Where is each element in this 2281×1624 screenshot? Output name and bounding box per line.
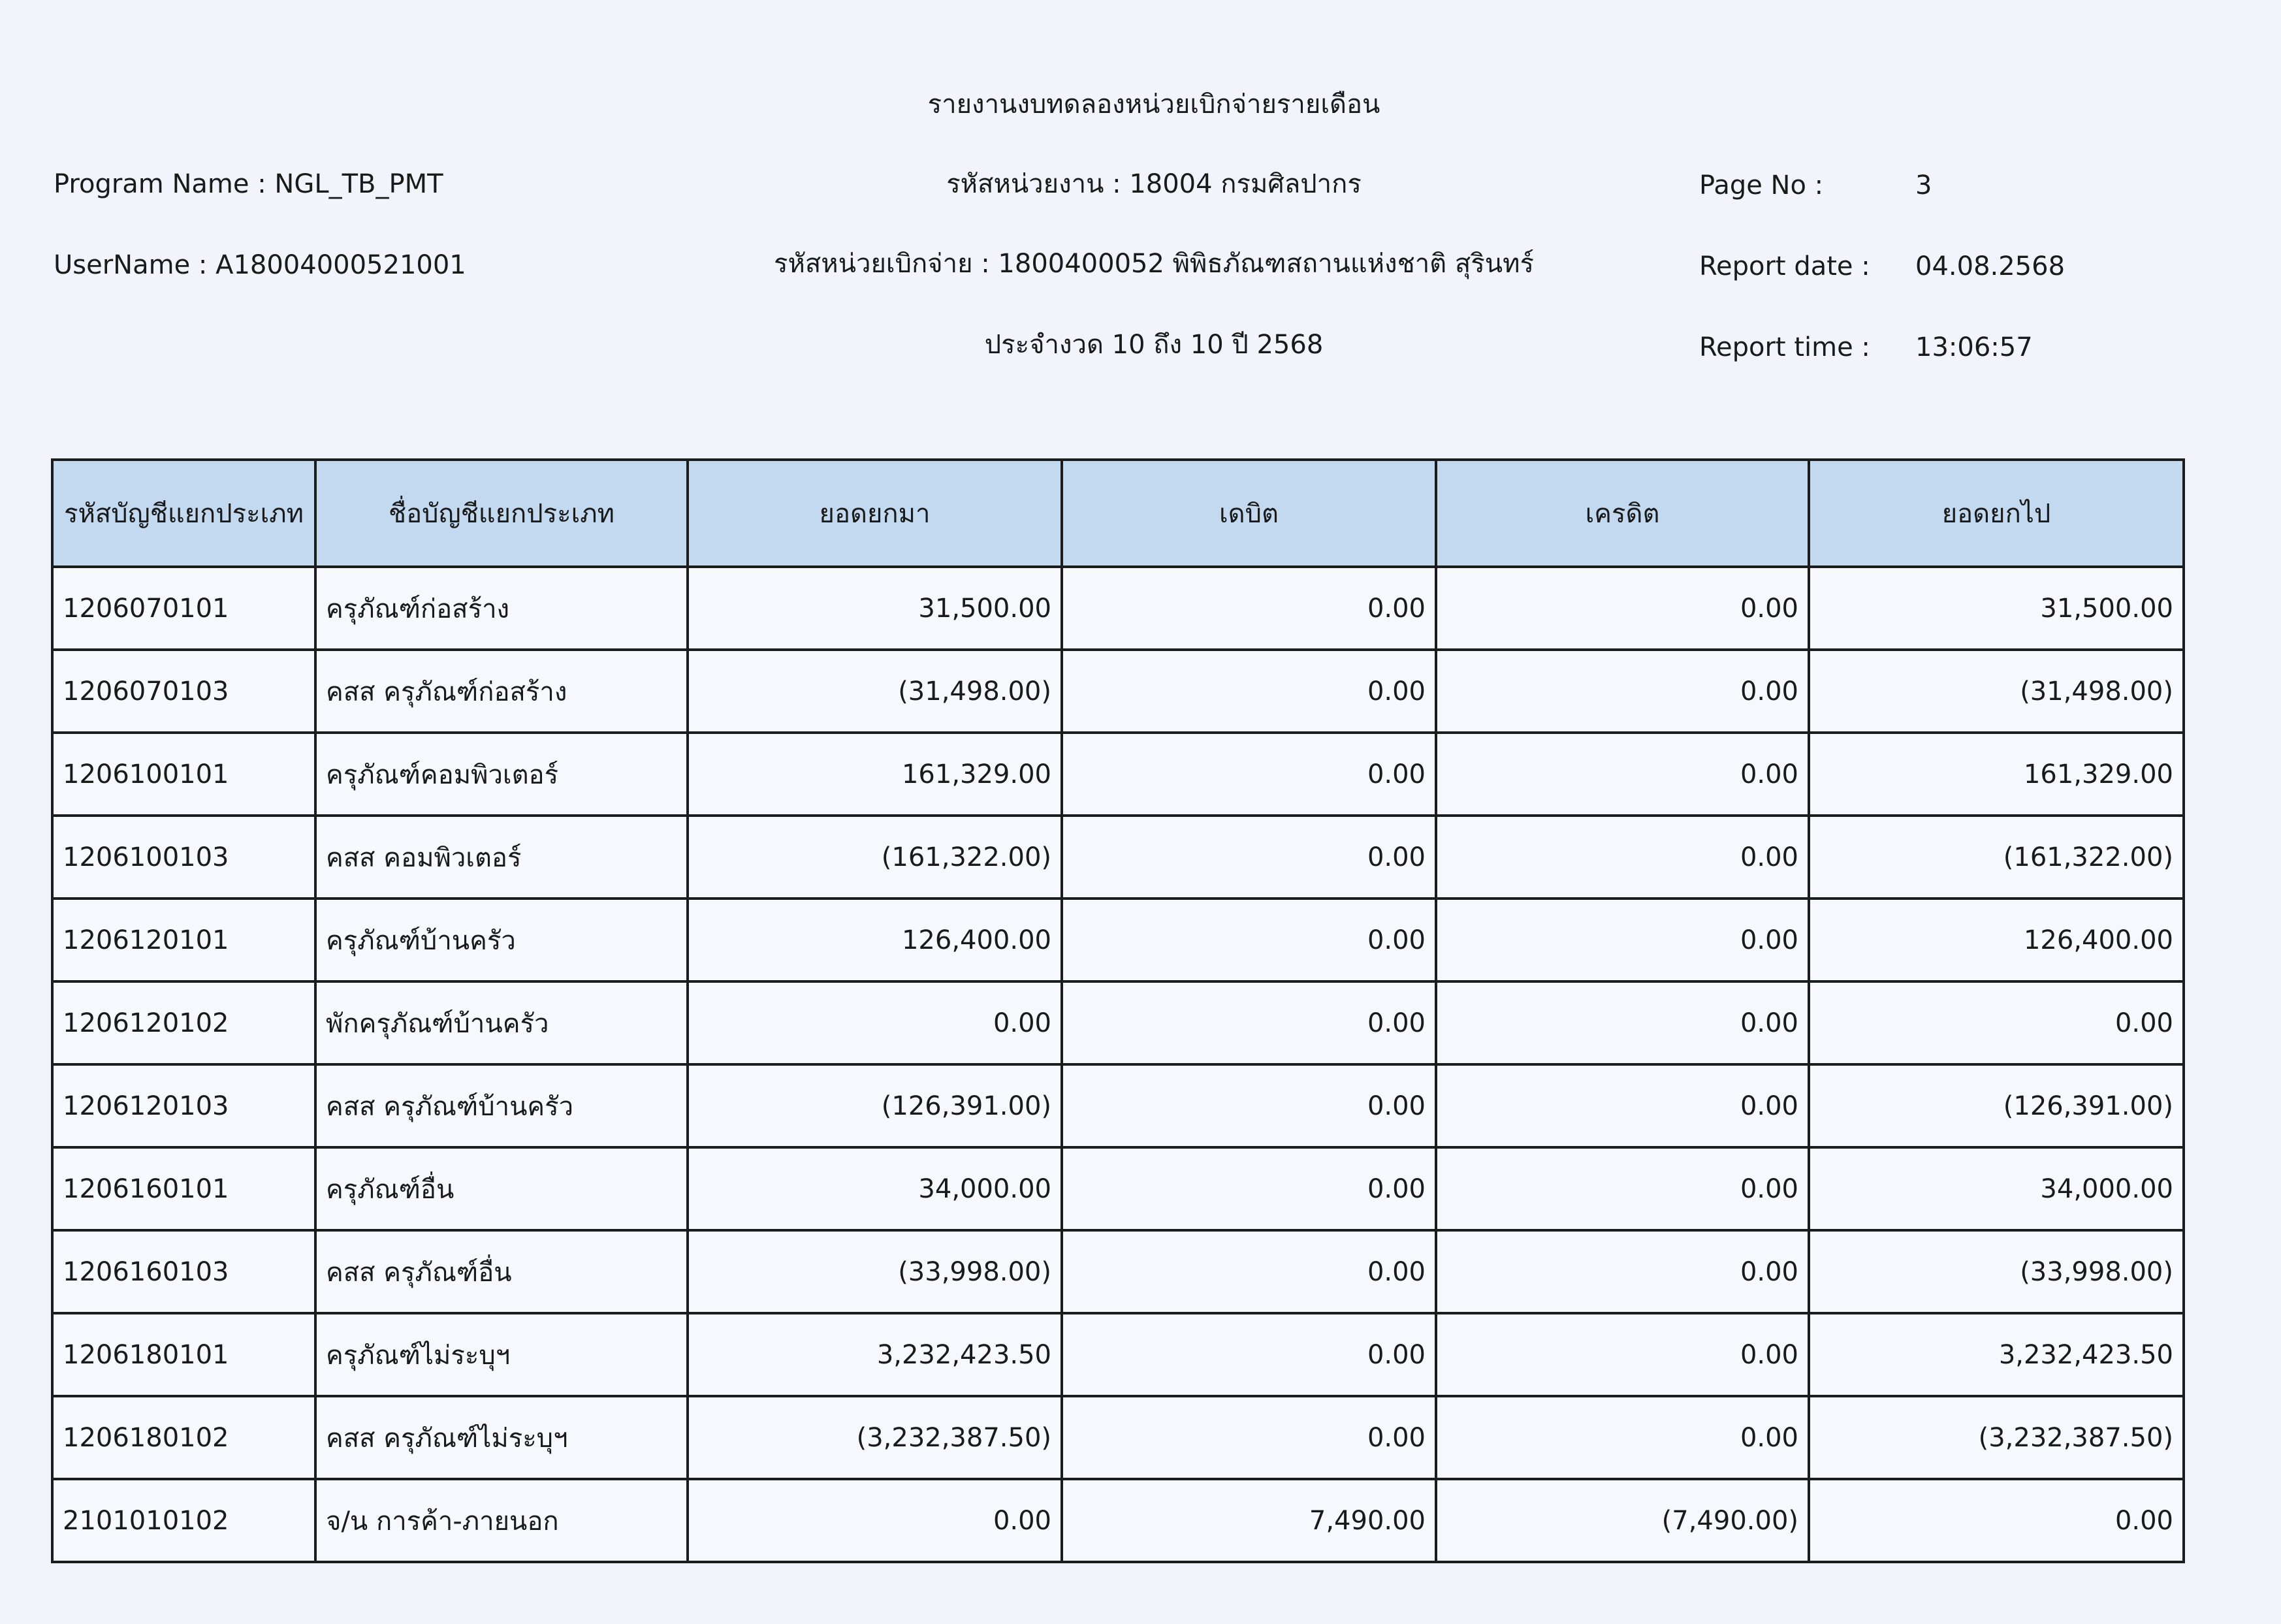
closing-balance-cell: (161,322.00) [1809, 816, 2184, 899]
closing-balance-cell: (31,498.00) [1809, 650, 2184, 733]
report-period: ประจำงวด 10 ถึง 10 ปี 2568 [984, 330, 1324, 360]
debit-cell: 0.00 [1062, 1147, 1436, 1230]
account-name-cell: จ/น การค้า-ภายนอก [315, 1479, 688, 1562]
account-name-cell: ครุภัณฑ์ไม่ระบุฯ [315, 1313, 688, 1396]
account-code-cell: 1206120101 [52, 899, 315, 981]
table-row [52, 1313, 2184, 1396]
table-row [52, 1147, 2184, 1230]
credit-cell: 0.00 [1436, 981, 1809, 1064]
report-date-value: 04.08.2568 [1915, 251, 2066, 281]
table-row [52, 1230, 2184, 1313]
column-header-closing-balance: ยอดยกไป [1809, 460, 2184, 567]
credit-cell: (7,490.00) [1436, 1479, 1809, 1562]
opening-balance-cell: 161,329.00 [688, 733, 1062, 816]
trial-balance-table [51, 458, 2185, 1563]
closing-balance-cell: (33,998.00) [1809, 1230, 2184, 1313]
closing-balance-cell: 31,500.00 [1809, 567, 2184, 650]
table-row [52, 1396, 2184, 1479]
account-code-cell: 1206120102 [52, 981, 315, 1064]
credit-cell: 0.00 [1436, 650, 1809, 733]
debit-cell: 0.00 [1062, 1230, 1436, 1313]
closing-balance-cell: (3,232,387.50) [1809, 1396, 2184, 1479]
account-name-cell: คสส ครุภัณฑ์บ้านครัว [315, 1064, 688, 1147]
disbursement-unit: รหัสหน่วยเบิกจ่าย : 1800400052 พิพิธภัณฑสถานแห่งชาติ สุรินทร์ [774, 249, 1534, 279]
credit-cell: 0.00 [1436, 899, 1809, 981]
page-no-label: Page No : [1699, 170, 1824, 200]
closing-balance-cell: 0.00 [1809, 981, 2184, 1064]
opening-balance-cell: 34,000.00 [688, 1147, 1062, 1230]
opening-balance-cell: (33,998.00) [688, 1230, 1062, 1313]
page-no-value: 3 [1915, 170, 1932, 200]
account-code-cell: 1206070103 [52, 650, 315, 733]
debit-cell: 0.00 [1062, 899, 1436, 981]
opening-balance-cell: 0.00 [688, 1479, 1062, 1562]
account-code-cell: 1206160101 [52, 1147, 315, 1230]
credit-cell: 0.00 [1436, 567, 1809, 650]
column-header-account-code: รหัสบัญชีแยกประเภท [52, 460, 315, 567]
credit-cell: 0.00 [1436, 1396, 1809, 1479]
table-row [52, 733, 2184, 816]
account-name-cell: คสส ครุภัณฑ์อื่น [315, 1230, 688, 1313]
account-name-cell: ครุภัณฑ์ก่อสร้าง [315, 567, 688, 650]
debit-cell: 0.00 [1062, 650, 1436, 733]
account-name-cell: คสส ครุภัณฑ์ก่อสร้าง [315, 650, 688, 733]
program-name: Program Name : NGL_TB_PMT [54, 169, 443, 199]
account-code-cell: 1206120103 [52, 1064, 315, 1147]
opening-balance-cell: 31,500.00 [688, 567, 1062, 650]
debit-cell: 0.00 [1062, 1396, 1436, 1479]
table-header-row [52, 460, 2184, 567]
credit-cell: 0.00 [1436, 816, 1809, 899]
column-header-opening-balance: ยอดยกมา [688, 460, 1062, 567]
credit-cell: 0.00 [1436, 1064, 1809, 1147]
closing-balance-cell: (126,391.00) [1809, 1064, 2184, 1147]
closing-balance-cell: 34,000.00 [1809, 1147, 2184, 1230]
report-date-label: Report date : [1699, 251, 1870, 281]
account-name-cell: คสส คอมพิวเตอร์ [315, 816, 688, 899]
account-code-cell: 1206100103 [52, 816, 315, 899]
table-row [52, 816, 2184, 899]
account-code-cell: 1206100101 [52, 733, 315, 816]
column-header-credit: เครดิต [1436, 460, 1809, 567]
table-body [52, 567, 2184, 1562]
credit-cell: 0.00 [1436, 733, 1809, 816]
table-row [52, 981, 2184, 1064]
account-code-cell: 1206180102 [52, 1396, 315, 1479]
table-row [52, 567, 2184, 650]
column-header-account-name: ชื่อบัญชีแยกประเภท [315, 460, 688, 567]
account-name-cell: พักครุภัณฑ์บ้านครัว [315, 981, 688, 1064]
opening-balance-cell: 3,232,423.50 [688, 1313, 1062, 1396]
debit-cell: 0.00 [1062, 1313, 1436, 1396]
report-time-value: 13:06:57 [1915, 332, 2033, 362]
debit-cell: 0.00 [1062, 1064, 1436, 1147]
table-row [52, 899, 2184, 981]
account-code-cell: 1206070101 [52, 567, 315, 650]
opening-balance-cell: (3,232,387.50) [688, 1396, 1062, 1479]
opening-balance-cell: (31,498.00) [688, 650, 1062, 733]
account-name-cell: ครุภัณฑ์อื่น [315, 1147, 688, 1230]
opening-balance-cell: 0.00 [688, 981, 1062, 1064]
credit-cell: 0.00 [1436, 1313, 1809, 1396]
table-row [52, 650, 2184, 733]
opening-balance-cell: (126,391.00) [688, 1064, 1062, 1147]
debit-cell: 0.00 [1062, 733, 1436, 816]
table-row [52, 1064, 2184, 1147]
report-time-label: Report time : [1699, 332, 1870, 362]
account-name-cell: ครุภัณฑ์บ้านครัว [315, 899, 688, 981]
closing-balance-cell: 3,232,423.50 [1809, 1313, 2184, 1396]
username: UserName : A18004000521001 [54, 250, 466, 280]
agency-code: รหัสหน่วยงาน : 18004 กรมศิลปากร [946, 169, 1362, 199]
closing-balance-cell: 0.00 [1809, 1479, 2184, 1562]
debit-cell: 0.00 [1062, 567, 1436, 650]
report-title: รายงานงบทดลองหน่วยเบิกจ่ายรายเดือน [927, 89, 1380, 119]
column-header-debit: เดบิต [1062, 460, 1436, 567]
credit-cell: 0.00 [1436, 1147, 1809, 1230]
opening-balance-cell: (161,322.00) [688, 816, 1062, 899]
account-code-cell: 1206160103 [52, 1230, 315, 1313]
account-code-cell: 2101010102 [52, 1479, 315, 1562]
closing-balance-cell: 126,400.00 [1809, 899, 2184, 981]
debit-cell: 0.00 [1062, 816, 1436, 899]
table-row [52, 1479, 2184, 1562]
account-name-cell: คสส ครุภัณฑ์ไม่ระบุฯ [315, 1396, 688, 1479]
debit-cell: 7,490.00 [1062, 1479, 1436, 1562]
account-name-cell: ครุภัณฑ์คอมพิวเตอร์ [315, 733, 688, 816]
opening-balance-cell: 126,400.00 [688, 899, 1062, 981]
debit-cell: 0.00 [1062, 981, 1436, 1064]
credit-cell: 0.00 [1436, 1230, 1809, 1313]
account-code-cell: 1206180101 [52, 1313, 315, 1396]
closing-balance-cell: 161,329.00 [1809, 733, 2184, 816]
